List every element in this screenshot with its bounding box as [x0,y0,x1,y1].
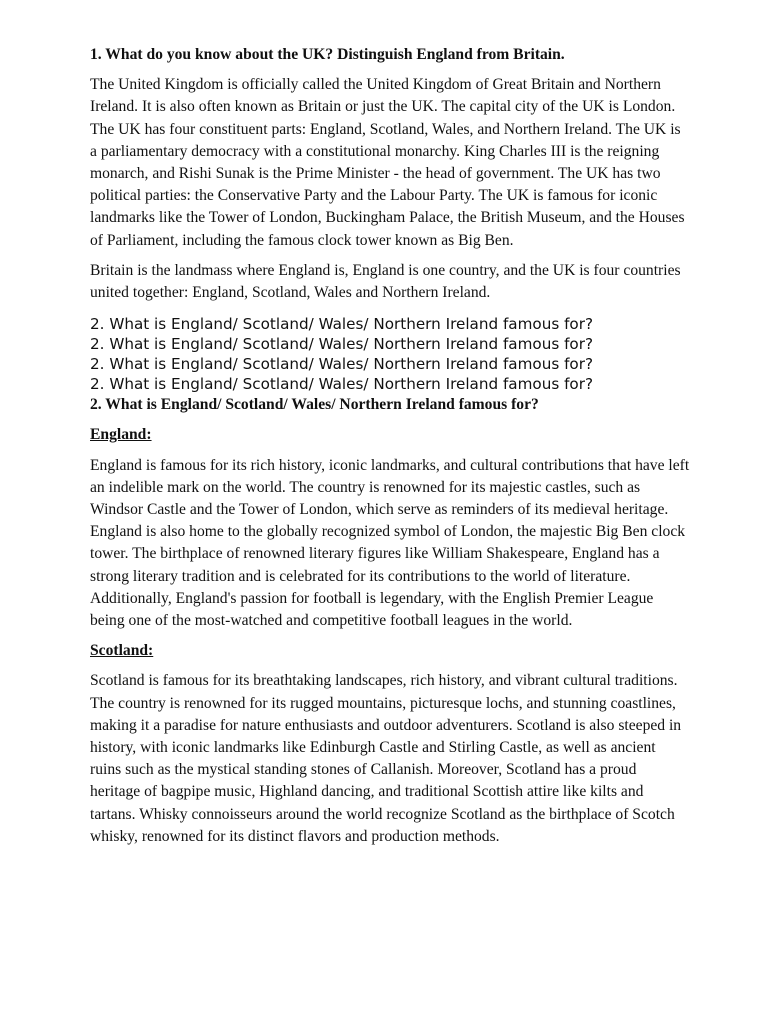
england-paragraph: England is famous for its rich history, iconic landmarks, and cultural contributions that have left an indelible mark on the world. The country is renowned for its majestic castles, such as Windsor Castle and the Tower of London, which serve as reminders of its medieval heritage. England is also home to the globally recognized symbol of London, the majestic Big Ben clock tower. The birthplace of renowned literary figures like William Shakespeare, England has a strong literary tradition and is celebrated for its contributions to the world of literature. Additionally, England's passion for football is legendary, with the English Premier League being one of the most-watched and competitive football leagues in the world. [90,456,690,630]
question-2-repeated-line: 2. What is England/ Scotland/ Wales/ Northern Ireland famous for? [90,355,594,374]
scotland-paragraph: Scotland is famous for its breathtaking landscapes, rich history, and vibrant cultural traditions. The country is renowned for its rugged mountains, picturesque lochs, and stunning coastlines, making it a paradise for nature enthusiasts and outdoor adventurers. Scotland is also steeped in history, with iconic landmarks like Edinburgh Castle and Stirling Castle, as well as ancient ruins such as the mystical standing stones of Callanish. Moreover, Scotland has a proud heritage of bagpipe music, Highland dancing, and traditional Scottish attire like kilts and tartans. Whisky connoisseurs around the world recognize Scotland as the birthplace of Scotch whisky, renowned for its distinct flavors and production methods. [90,672,682,845]
britain-definition-paragraph: Britain is the landmass where England is, England is one country, and the UK is four countries united together: England, Scotland, Wales and Northern Ireland. [90,261,681,302]
document-page [90,44,690,856]
question-1-heading: 1. What do you know about the UK? Distinguish England from Britain. [90,46,565,63]
question-2-repeated-line: 2. What is England/ Scotland/ Wales/ Northern Ireland famous for? [90,375,594,394]
scotland-heading: Scotland: [90,642,154,660]
uk-overview-paragraph: The United Kingdom is officially called the United Kingdom of Great Britain and Northern Ireland. It is also often known as Britain or just the UK. The capital city of the UK is London. The UK has four constituent parts: England, Scotland, Wales, and Northern Ireland. The UK is a parliamentary democracy with a constitutional monarchy. King Charles III is the reigning monarch, and Rishi Sunak is the Prime Minister - the head of government. The UK has two political parties: the Conservative Party and the Labour Party. The UK is famous for iconic landmarks like the Tower of London, Buckingham Palace, the British Museum, and the Houses of Parliament, including the famous clock tower known as Big Ben. [90,76,685,249]
question-2-repeated-line: 2. What is England/ Scotland/ Wales/ Northern Ireland famous for? [90,335,594,354]
england-heading: England: [90,426,152,444]
question-2-repeated-line: 2. What is England/ Scotland/ Wales/ Northern Ireland famous for? [90,315,594,334]
question-2-heading: 2. What is England/ Scotland/ Wales/ Northern Ireland famous for? [90,396,539,414]
